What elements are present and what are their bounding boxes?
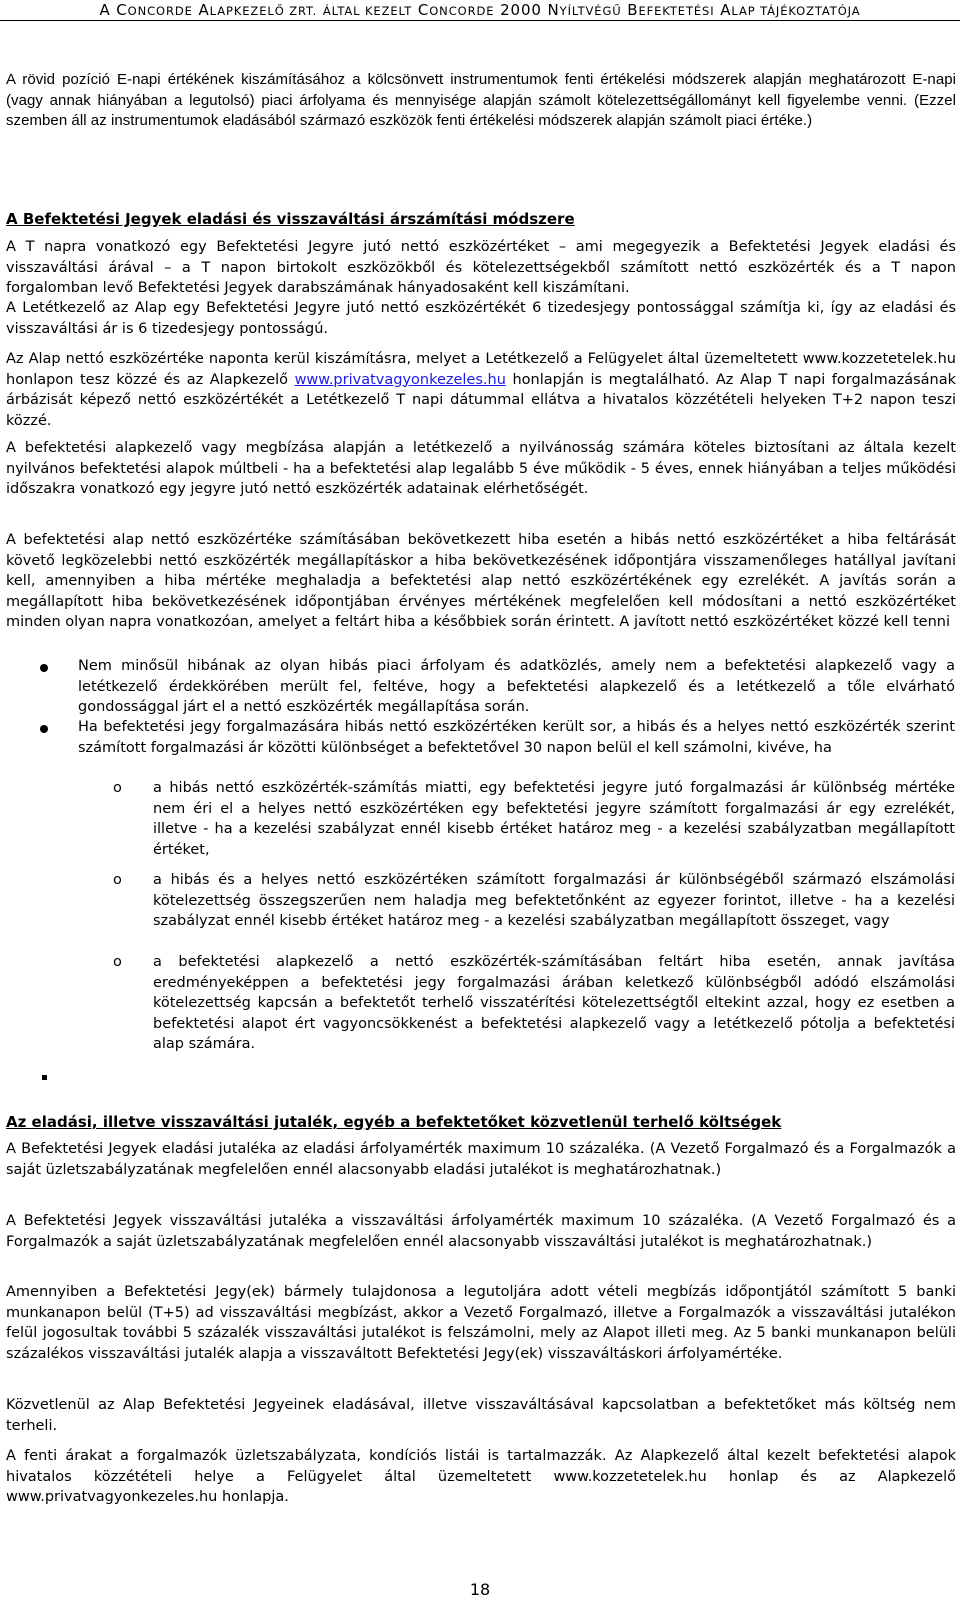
pricing-paragraph-4: A befektetési alapkezelő vagy megbízása alapján a letétkezelő a nyilvánosság számára köteles biztosítani az általa kezelt nyilvános befektetési alapok múltbeli - ha a befektetési alap legalább 5 éve működik - 5 éves, ennek hiányában a teljes működési időszakra vonatkozó egy jegyre jutó nettó eszközérték adatainak elérhetőségét. [6, 440, 956, 497]
bullet-item-2: Ha befektetési jegy forgalmazására hibás nettó eszközértéken került sor, a hibás és a helyes nettó eszközérték szerint számított forgalmazási ár közötti különbséget a befektetővel 30 napon belül el kell számolni, kivéve, ha [78, 719, 955, 756]
fees-paragraph-1: A Befektetési Jegyek eladási jutaléka az eladási árfolyamérték maximum 10 százaléka. (A Vezető Forgalmazó és a Forgalmazók a saját üzletszabályzatának megfelelően ennél alacsonyabb eladási jutalékot is meghatározhatnak.) [6, 1141, 956, 1178]
fees-paragraph-4: Közvetlenül az Alap Befektetési Jegyeinek eladásával, illetve visszaváltásával kapcsolatban a befektetőket más költség nem terheli. [6, 1397, 956, 1434]
section-heading-fees: Az eladási, illetve visszaváltási jutalék, egyéb a befektetőket közvetlenül terhelő költségek [6, 1113, 782, 1131]
intro-paragraph: A rövid pozíció E-napi értékének kiszámításához a kölcsönvett instrumentumok fenti értékelési módszerek alapján meghatározott E-napi (vagy annak hiányában a legutolsó) piaci árfolyama és mennyisége alapján számolt kötelezettségállományt kell figyelembe venni. (Ezzel szemben áll az instrumentumok eladásából származó eszközök fenti értékelési módszerek alapján számolt piaci értéke.) [6, 71, 956, 129]
empty-list-marker [42, 1075, 47, 1080]
sub-bullet-item-3: a befektetési alapkezelő a nettó eszközérték-számításában feltárt hiba esetén, annak javítása eredményeképpen a befektetési jegy forgalmazási árában keletkező különbségből adódó elszámolási kötelezettség kapcsán a befektetőt terhelő visszatérítési kötelezettségtől eltekint azzal, hogy ez esetben a befektetési alapot ért vagyoncsökkenést a befektetési alapkezelő vagy a letétkezelő pótolja a befektetési alap számára. [153, 954, 955, 1052]
bullet-icon [40, 725, 48, 733]
pricing-paragraph-3: Az Alap nettó eszközértéke naponta kerül kiszámításra, melyet a Letétkezelő a Felügyelet által üzemeltetett www.kozzetetelek.hu honlapon tesz közzé és az Alapkezelő www.privatvagyonkezeles.hu honlapján is megtalálható. Az Alap T napi forgalmazásának árbázisát képező nettó eszközértékét a Letétkezelő T napi dátummal ellátva a hivatalos közzétételi helyeken T+2 napon teszi közzé. [6, 351, 956, 429]
pricing-paragraph-5: A befektetési alap nettó eszközértéke számításában bekövetkezett hiba esetén a hibás nettó eszközértéket a hiba feltárását követő legközelebbi nettó eszközérték megállapításkor a hiba bekövetkezésének időpontjára visszamenőleges hatállyal javítani kell, amennyiben a hiba mértéke meghaladja a befektetési alap nettó eszközértékének egy ezrelékét. A javítás során a megállapított hiba bekövetkezésének időpontjában érvényes mértékének megfelelően kell módosítani a nettó eszközértéket minden olyan napra vonatkozóan, amelyet a feltárt hiba a későbbiek során érintett. A javított nettó eszközértéket közzé kell tenni [6, 532, 956, 630]
sub-bullet-item-1: a hibás nettó eszközérték-számítás miatti, egy befektetési jegyre jutó forgalmazási ár különbség mértéke nem éri el a helyes nettó eszközértéken egy befektetési jegyre számított forgalmazási ár egy ezrelékét, illetve - ha a kezelési szabályzat ennél kisebb értéket határoz meg - a kezelési szabályzatban megállapított értéket, [153, 780, 955, 858]
alapkezelo-website-link[interactable]: www.privatvagyonkezeles.hu [294, 371, 506, 388]
section-heading-pricing: A Befektetési Jegyek eladási és visszaváltási árszámítási módszere [6, 210, 575, 228]
sub-bullet-marker: o [113, 954, 122, 970]
header-rule [0, 20, 960, 21]
sub-bullet-marker: o [113, 872, 122, 888]
sub-bullet-item-2: a hibás és a helyes nettó eszközértéken számított forgalmazási ár különbségéből származó elszámolási kötelezettség összegszerűen nem haladja meg befektetőnként az egyezer forintot, illetve - ha a kezelési szabályzat ennél kisebb értéket határoz meg - a kezelési szabályzatban megállapított összeget, vagy [153, 872, 955, 929]
pricing-paragraph-1: A T napra vonatkozó egy Befektetési Jegyre jutó nettó eszközértéket – ami megegyezik a Befektetési Jegyek eladási és visszaváltási árával – a T napon birtokolt eszközökből és kötelezettségekből számított nettó eszközérték és a T napon forgalomban levő Befektetési Jegyek darabszámának hányadosaként kell kiszámítani. [6, 239, 956, 296]
fees-paragraph-3: Amennyiben a Befektetési Jegy(ek) bármely tulajdonosa a legutoljára adott vételi megbízás időpontjától számított 5 banki munkanapon belül (T+5) ad visszaváltási megbízást, akkor a Vezető Forgalmazó, illetve a Forgalmazók a visszaváltási jutalékon felül jogosultak további 5 százalék visszaváltási jutalékot is felszámolni, mely az Alapot illeti meg. Az 5 banki munkanapon belüli százalékos visszaváltási jutalék alapja a visszaváltott Befektetési Jegy(ek) visszaváltáskori árfolyamértéke. [6, 1284, 956, 1362]
page-number: 18 [469, 1580, 491, 1599]
bullet-item-1: Nem minősül hibának az olyan hibás piaci árfolyam és adatközlés, amely nem a befektetési alapkezelő vagy a letétkezelő érdekkörében merült fel, feltéve, hogy a befektetési alapkezelő és a letétkezelő a tőle elvárható gondossággal járt el a nettó eszközérték megállapítása során. [78, 658, 955, 715]
fees-paragraph-5: A fenti árakat a forgalmazók üzletszabályzata, kondíciós listái is tartalmazzák. Az Alapkezelő által kezelt befektetési alapok hivatalos közzétételi helye a Felügyelet által üzemeltetett www.kozzetetelek.hu honlap és az Alapkezelő www.privatvagyonkezeles.hu honlapja. [6, 1448, 956, 1505]
fees-paragraph-2: A Befektetési Jegyek visszaváltási jutaléka a visszaváltási árfolyamérték maximum 10 százaléka. (A Vezető Forgalmazó és a Forgalmazók a saját üzletszabályzatának megfelelően ennél alacsonyabb visszaváltási jutalékot is meghatározhatnak.) [6, 1213, 956, 1250]
pricing-paragraph-2: A Letétkezelő az Alap egy Befektetési Jegyre jutó nettó eszközértékét 6 tizedesjegy pontossággal számítja ki, így az eladási és visszaváltási ár is 6 tizedesjegy pontosságú. [6, 300, 956, 337]
bullet-icon [40, 664, 48, 672]
running-header: A CONCORDE ALAPKEZELŐ ZRT. ÁLTAL KEZELT CONCORDE 2000 NYÍLTVÉGŰ BEFEKTETÉSI ALAP TÁJÉKOZTATÓJA [99, 1, 861, 19]
sub-bullet-marker: o [113, 780, 122, 796]
